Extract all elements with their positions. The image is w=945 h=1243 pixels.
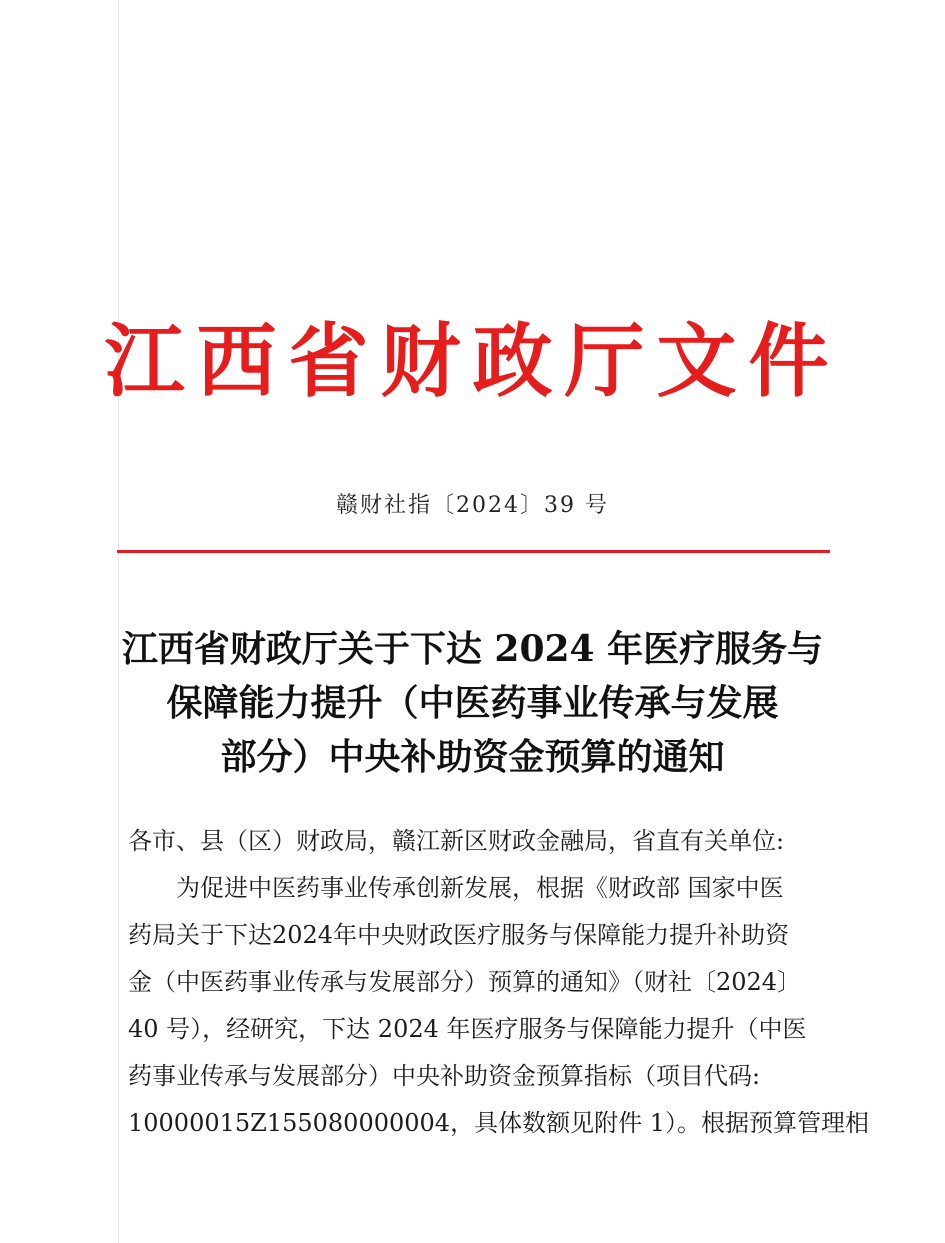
recipient-line: 各市、县（区）财政局，赣江新区财政金融局，省直有关单位: xyxy=(128,827,785,855)
notice-title-line: 保障能力提升（中医药事业传承与发展 xyxy=(166,682,779,724)
body-line: 金（中医药事业传承与发展部分）预算的通知》（财社〔2024〕 xyxy=(128,968,802,996)
body-line: 药事业传承与发展部分）中央补助资金预算指标（项目代码: xyxy=(128,1062,761,1090)
notice-title-line: 江西省财政厅关于下达 2024 年医疗服务与 xyxy=(121,628,824,670)
header-red-rule xyxy=(117,550,830,553)
notice-title-line: 部分）中央补助资金预算的通知 xyxy=(220,736,725,778)
document-header-title: 江西省财政厅文件 xyxy=(104,315,841,408)
body-line: 40 号），经研究，下达 2024 年医疗服务与保障能力提升（中医 xyxy=(128,1015,807,1043)
body-line: 药局关于下达2024年中央财政医疗服务与保障能力提升补助资 xyxy=(128,921,790,949)
body-line: 为促进中医药事业传承创新发展，根据《财政部 国家中医 xyxy=(176,874,784,902)
scan-edge-line xyxy=(118,0,119,1243)
body-line: 10000015Z155080000004，具体数额见附件 1）。根据预算管理相 xyxy=(128,1109,869,1137)
document-number: 赣财社指〔2024〕39 号 xyxy=(336,493,609,518)
notice-body xyxy=(128,818,869,1147)
notice-title xyxy=(120,622,825,784)
